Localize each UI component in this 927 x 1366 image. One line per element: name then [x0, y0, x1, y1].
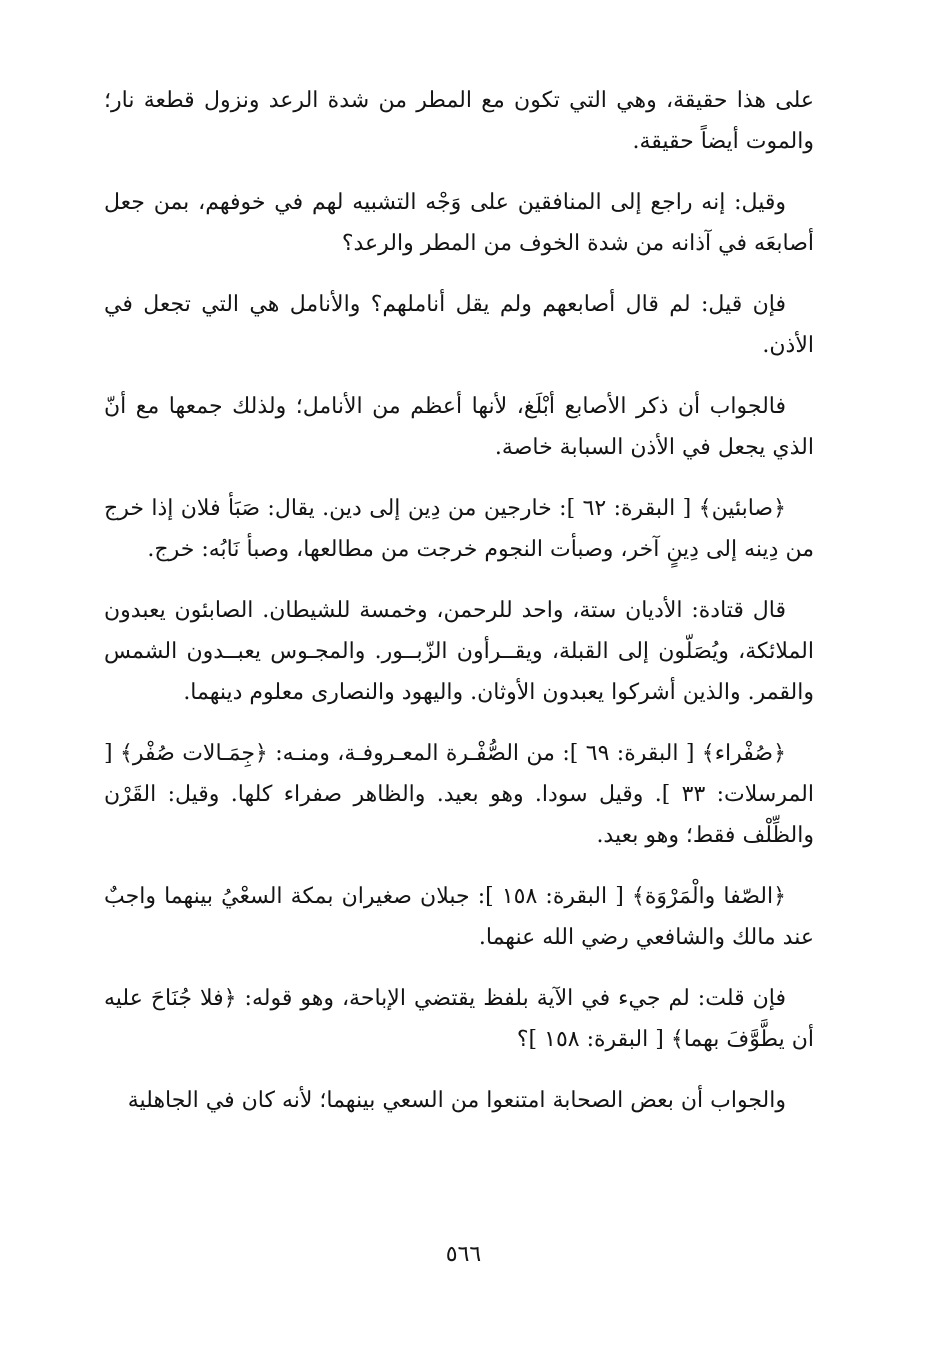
paragraph-2: وقيل: إنه راجع إلى المنافقين على وَجْه التشبيه لهم في خوفهم، بمن جعل أصابعَه في آذانه من شدة الخوف من المطر والرعد؟: [104, 190, 814, 256]
paragraph-5: ﴿صابئين﴾ [ البقرة: ٦٢ ]: خارجين من دِين إلى دين. يقال: صَبَأ فلان إذا خرج من دِينه إلى دِينٍ آخر، وصبأت النجوم خرجت من مطالعها، وصبأ نَابُه: خرج.: [104, 496, 814, 562]
paragraph-6: قال قتادة: الأديان ستة، واحد للرحمن، وخمسة للشيطان. الصابئون يعبدون الملائكة، ويُصَلّون إلى القبلة، ويقــرأون الزّبــور. والمجـوس يعبــدون الشمس والقمر. والذين أشركوا يعبدون الأوثان. واليهود والنصارى معلوم دينهما.: [104, 598, 814, 705]
paragraph-9: فإن قلت: لم جيء في الآية بلفظ يقتضي الإباحة، وهو قوله: ﴿فلا جُنَاحَ عليه أن يطَّوَّفَ بهما﴾ [ البقرة: ١٥٨ ]؟: [104, 986, 814, 1052]
paragraph-10: والجواب أن بعض الصحابة امتنعوا من السعي بينهما؛ لأنه كان في الجاهلية: [127, 1088, 786, 1113]
paragraph-8: ﴿الصّفا والْمَرْوَة﴾ [ البقرة: ١٥٨ ]: جبلان صغيران بمكة السعْيُ بينهما واجبٌ عند مالك والشافعي رضي الله عنهما.: [104, 884, 814, 950]
paragraph-3: فإن قيل: لم قال أصابعهم ولم يقل أناملهم؟ والأنامل هي التي تجعل في الأذن.: [104, 292, 814, 358]
paragraph-1: على هذا حقيقة، وهي التي تكون مع المطر من شدة الرعد ونزول قطعة نار؛ والموت أيضاً حقيقة.: [104, 88, 814, 154]
page-number: ٥٦٦: [445, 1242, 482, 1267]
page-body: [104, 80, 814, 1141]
paragraph-4: فالجواب أن ذكر الأصابع أبْلَغ، لأنها أعظم من الأنامل؛ ولذلك جمعها مع أنّ الذي يجعل في الأذن السبابة خاصة.: [104, 394, 814, 460]
paragraph-7: ﴿صُفْراء﴾ [ البقرة: ٦٩ ]: من الصُّفْـرة المعـروفـة، ومنـه: ﴿جِمَـالات صُفْر﴾ [ المرسلات: ٣٣ ]. وقيل سودا. وهو بعيد. والظاهر صفراء كلها. وقيل: القَرْن والظِّلْف فقط؛ وهو بعيد.: [104, 741, 814, 848]
